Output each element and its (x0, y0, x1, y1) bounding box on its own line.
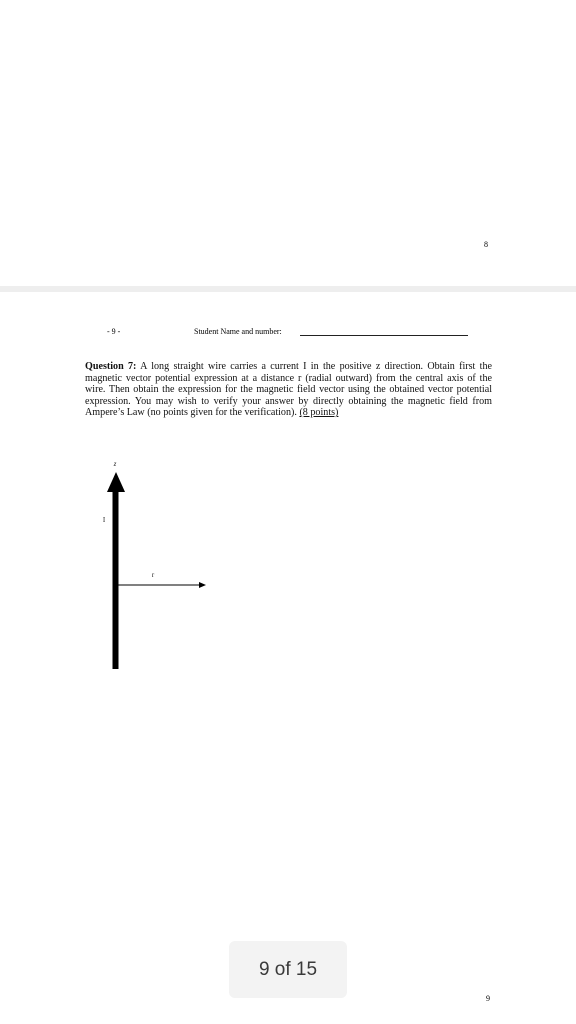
student-name-label: Student Name and number: (194, 327, 282, 336)
previous-page (0, 0, 576, 286)
z-axis-label: z (113, 460, 117, 468)
radial-arrowhead (199, 582, 206, 588)
question-label: Question 7: (85, 361, 137, 372)
wire-diagram (0, 440, 576, 680)
current-label: I (102, 516, 106, 524)
previous-page-number: 8 (484, 240, 488, 249)
header-page-label: - 9 - (107, 327, 121, 336)
student-name-blank-line (300, 335, 468, 336)
question-7-text (85, 361, 492, 419)
z-direction-arrowhead (107, 472, 125, 492)
question-body: A long straight wire carries a current I in the positive z direction. Obtain first the magnetic vector potential expression at a distance r (radial outward) from the central axis of the wire. Then obtain the expression for the magnetic field vector using the obtained vector potential expression. You may wish to verify your answer by directly obtaining the magnetic field from Ampere’s Law (no points given for the verification). (85, 361, 492, 419)
question-points: (8 points) (299, 407, 339, 419)
page-indicator: 9 of 15 (229, 941, 347, 998)
current-page-number: 9 (486, 994, 490, 1003)
wire (113, 490, 119, 669)
radius-label: r (151, 571, 155, 579)
